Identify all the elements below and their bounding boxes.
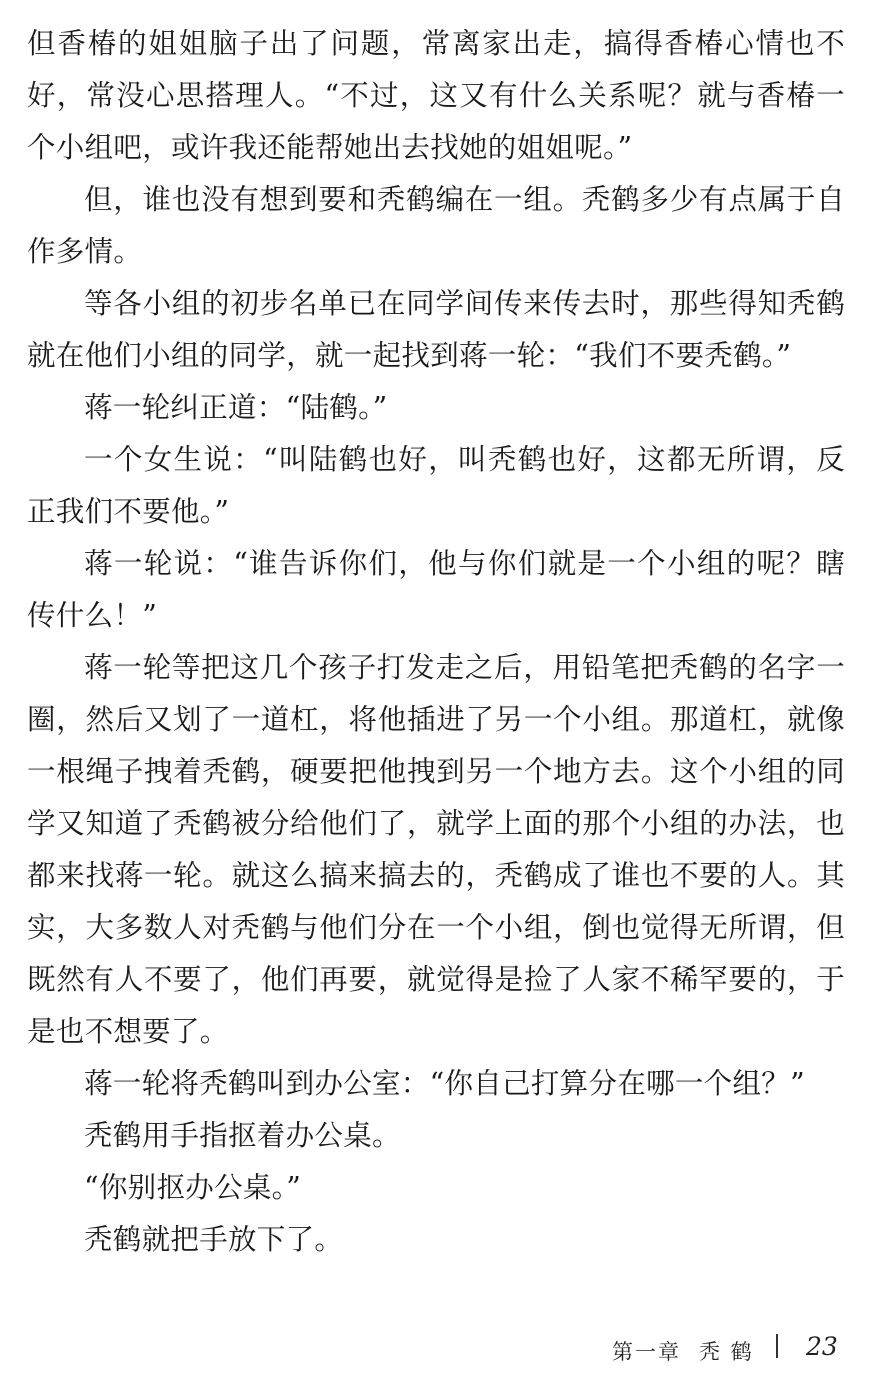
paragraph: 蒋一轮说：“谁告诉你们，他与你们就是一个小组的呢？瞎传什么！”	[27, 547, 845, 632]
paragraph: 蒋一轮等把这几个孩子打发走之后，用铅笔把秃鹤的名字一圈，然后又划了一道杠，将他插进了另一个小组。那道杠，就像一根绳子拽着秃鹤，硬要把他拽到另一个地方去。这个小组的同学又知道了秃鹤被分给他们了，就学上面的那个小组的办法，也都来找蒋一轮。就这么搞来搞去的，秃鹤成了谁也不要的人。其实，大多数人对秃鹤与他们分在一个小组，倒也觉得无所谓，但既然有人不要了，他们再要，就觉得是捡了人家不稀罕要的，于是也不想要了。	[27, 651, 845, 1048]
paragraph: 蒋一轮将秃鹤叫到办公室：“你自己打算分在哪一个组？”	[84, 1067, 805, 1100]
page-footer	[0, 1330, 872, 1370]
page-number: 23	[806, 1332, 838, 1361]
paragraph: 但香椿的姐姐脑子出了问题，常离家出走，搞得香椿心情也不好，常没心思搭理人。“不过，这又有什么关系呢？就与香椿一个小组吧，或许我还能帮她出去找她的姐姐呢。”	[27, 27, 845, 164]
paragraph: 一个女生说：“叫陆鹤也好，叫秃鹤也好，这都无所谓，反正我们不要他。”	[27, 443, 845, 528]
footer-divider	[776, 1334, 778, 1358]
paragraph: “你别抠办公桌。”	[84, 1171, 302, 1204]
running-header	[612, 1336, 754, 1366]
chapter-label: 第一章	[612, 1340, 681, 1364]
paragraph: 但，谁也没有想到要和秃鹤编在一组。秃鹤多少有点属于自作多情。	[27, 183, 845, 268]
paragraph: 蒋一轮纠正道：“陆鹤。”	[84, 391, 388, 424]
chapter-title: 秃 鹤	[699, 1340, 754, 1364]
paragraph: 秃鹤就把手放下了。	[84, 1223, 344, 1256]
paragraph: 秃鹤用手指抠着办公桌。	[84, 1119, 401, 1152]
paragraph: 等各小组的初步名单已在同学间传来传去时，那些得知秃鹤就在他们小组的同学，就一起找到蒋一轮：“我们不要秃鹤。”	[27, 287, 845, 372]
body-text	[27, 18, 845, 1266]
